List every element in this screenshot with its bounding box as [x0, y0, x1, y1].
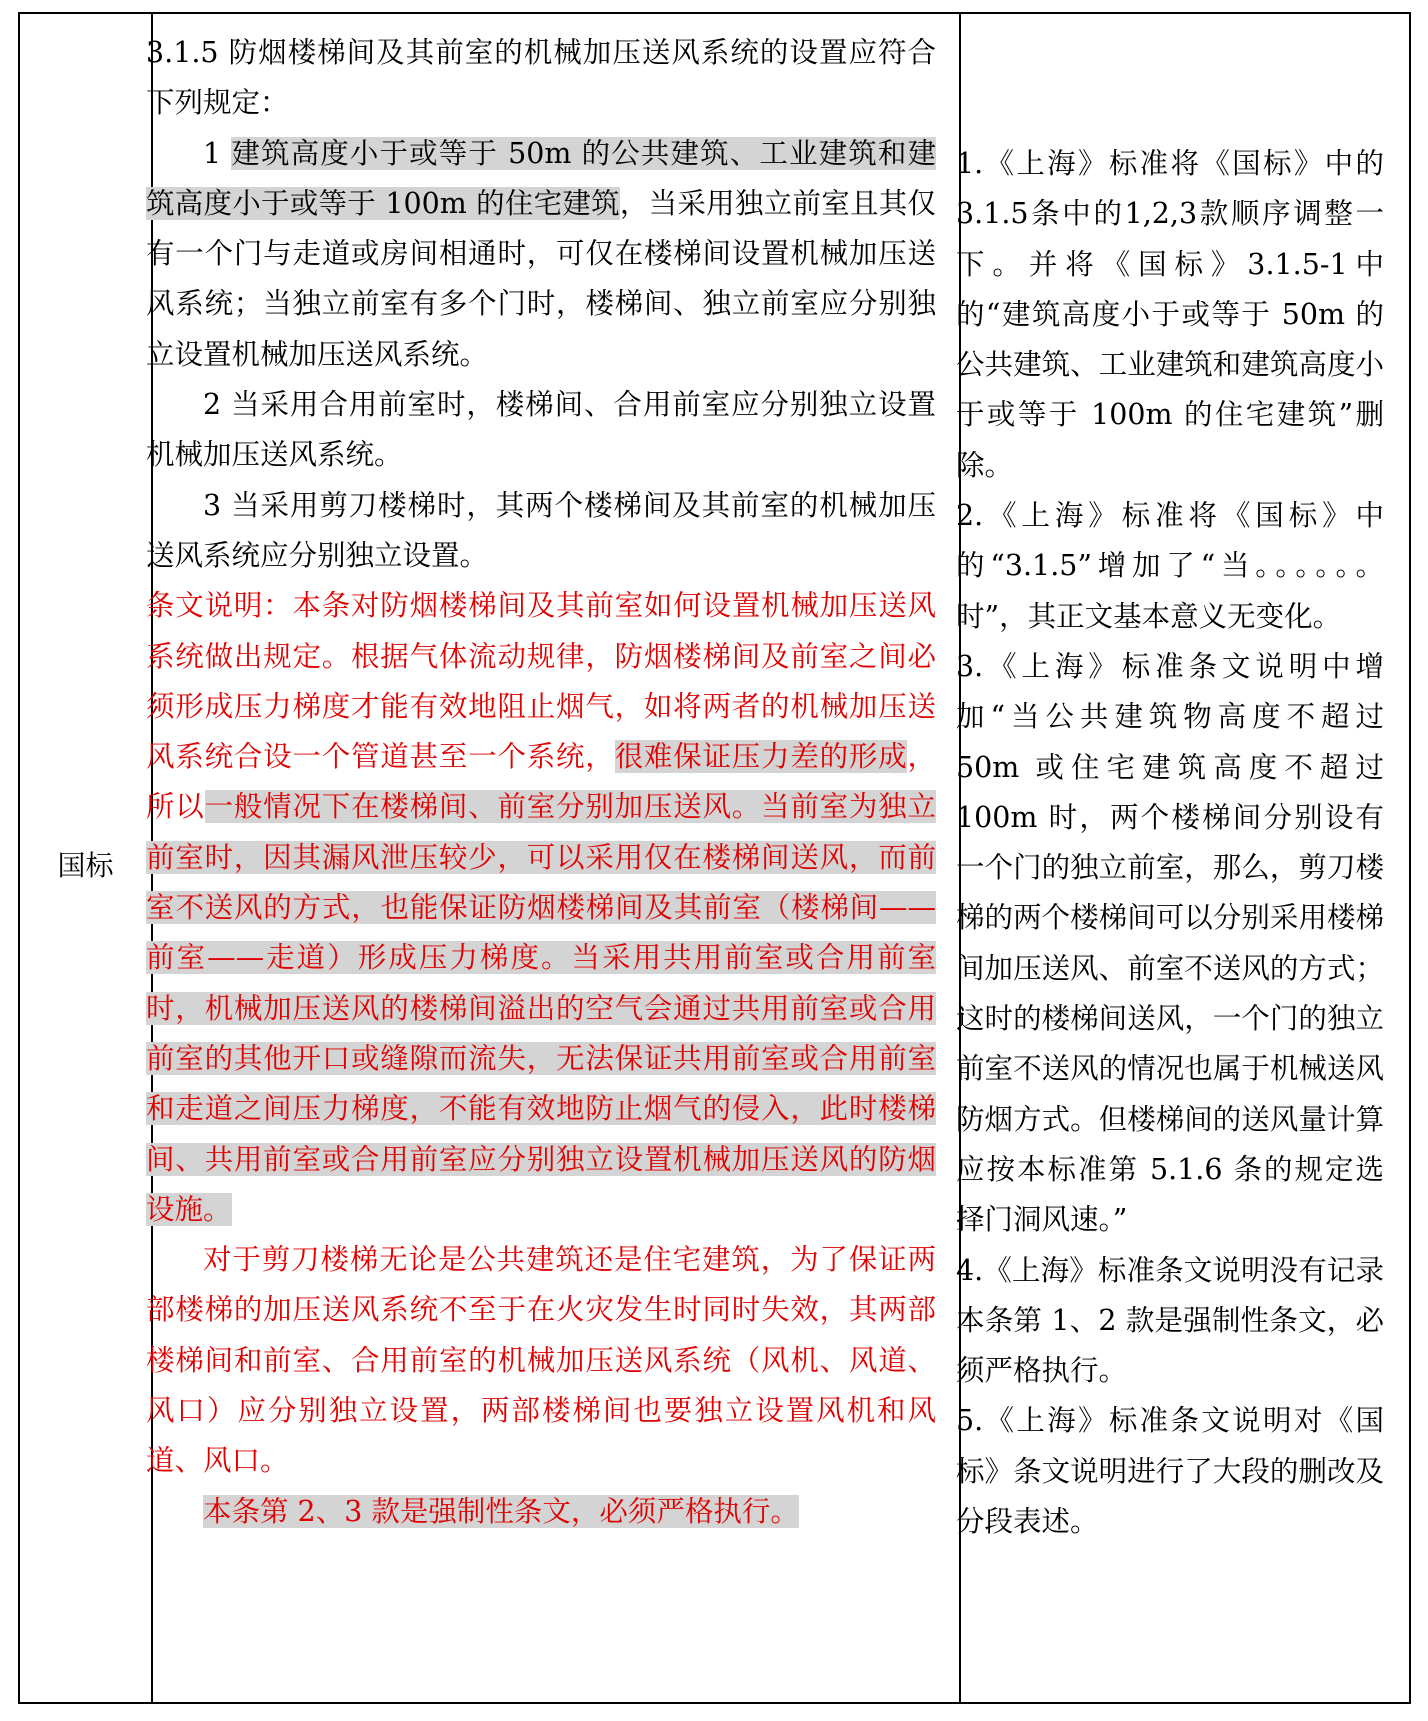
item1-highlighted-text: 建筑高度小于或等于 50m 的公共建筑、工业建筑和建筑高度小于或等于 100m 的住宅建筑	[146, 136, 936, 220]
clause-item-2: 2 当采用合用前室时，楼梯间、合用前室应分别独立设置机械加压送风系统。	[146, 388, 936, 472]
row-label: 国标	[57, 849, 114, 882]
note-2: 2.《上海》标准将《国标》中的“3.1.5”增加了“当。。。。。。时”，其正文基本意义无变化。	[956, 499, 1384, 633]
comparison-notes-cell	[956, 139, 1384, 1547]
note-4: 4.《上海》标准条文说明没有记录本条第 1、2 款是强制性条文，必须严格执行。	[956, 1253, 1384, 1388]
explanation-text-a: 条文说明：本条对防烟楼梯间及其前室如何设置机械加压送风系统做出规定。根据气体流动规律，防烟楼梯间及前室之间必须形成压力梯度才能有效地阻止烟气，如将两者的机械加压送风系统合设一个管道甚至一个系统，	[146, 589, 936, 774]
clause-item-3: 3 当采用剪刀楼梯时，其两个楼梯间及其前室的机械加压送风系统应分别独立设置。	[146, 488, 936, 572]
mandatory-note	[146, 1487, 936, 1537]
note-3: 3.《上海》标准条文说明中增加“当公共建筑物高度不超过 50m 或住宅建筑高度不超过 100m 时，两个楼梯间分别设有一个门的独立前室，那么，剪刀楼梯的两个楼梯间可以分别采用楼梯间加压送风、前室不送风的方式；这时的楼梯间送风，一个门的独立前室不送风的情况也属于机械送风防烟方式。但楼梯间的送风量计算应按本标准第 5.1.6 条的规定选择门洞风速。”	[956, 649, 1384, 1237]
explanation-paragraph-2: 对于剪刀楼梯无论是公共建筑还是住宅建筑，为了保证两部楼梯的加压送风系统不至于在火灾发生时同时失效，其两部楼梯间和前室、合用前室的机械加压送风系统（风机、风道、风口）应分别独立设置，两部楼梯间也要独立设置风机和风道、风口。	[146, 1243, 936, 1478]
explanation-text-b: ，所以	[146, 740, 936, 824]
standard-text-cell	[146, 28, 936, 1537]
explanation-paragraph-1	[146, 581, 936, 1235]
clause-item-1	[146, 129, 936, 380]
note-1: 1.《上海》标准将《国标》中的3.1.5条中的1,2,3款顺序调整一下。并将《国标》3.1.5-1中的“建筑高度小于或等于 50m 的公共建筑、工业建筑和建筑高度小于或等于 100m 的住宅建筑”删除。	[956, 147, 1384, 482]
mandatory-note-highlight: 本条第 2、3 款是强制性条文，必须严格执行。	[203, 1494, 799, 1528]
explanation-highlight-2: 一般情况下在楼梯间、前室分别加压送风。当前室为独立前室时，因其漏风泄压较少，可以采用仅在楼梯间送风，而前室不送风的方式，也能保证防烟楼梯间及其前室（楼梯间——前室——走道）形成压力梯度。当采用共用前室或合用前室时，机械加压送风的楼梯间溢出的空气会通过共用前室或合用前室的其他开口或缝隙而流失，无法保证共用前室或合用前室和走道之间压力梯度，不能有效地防止烟气的侵入，此时楼梯间、共用前室或合用前室应分别独立设置机械加压送风的防烟设施。	[146, 790, 936, 1226]
item1-number: 1	[203, 136, 232, 170]
item1-rest-text: ，当采用独立前室且其仅有一个门与走道或房间相通时，可仅在楼梯间设置机械加压送风系统；当独立前室有多个门时，楼梯间、独立前室应分别独立设置机械加压送风系统。	[146, 186, 936, 371]
clause-heading: 3.1.5 防烟楼梯间及其前室的机械加压送风系统的设置应符合下列规定：	[146, 36, 936, 120]
explanation-highlight-1: 很难保证压力差的形成	[614, 740, 908, 774]
note-5: 5.《上海》标准条文说明对《国标》条文说明进行了大段的删改及分段表述。	[956, 1404, 1384, 1539]
